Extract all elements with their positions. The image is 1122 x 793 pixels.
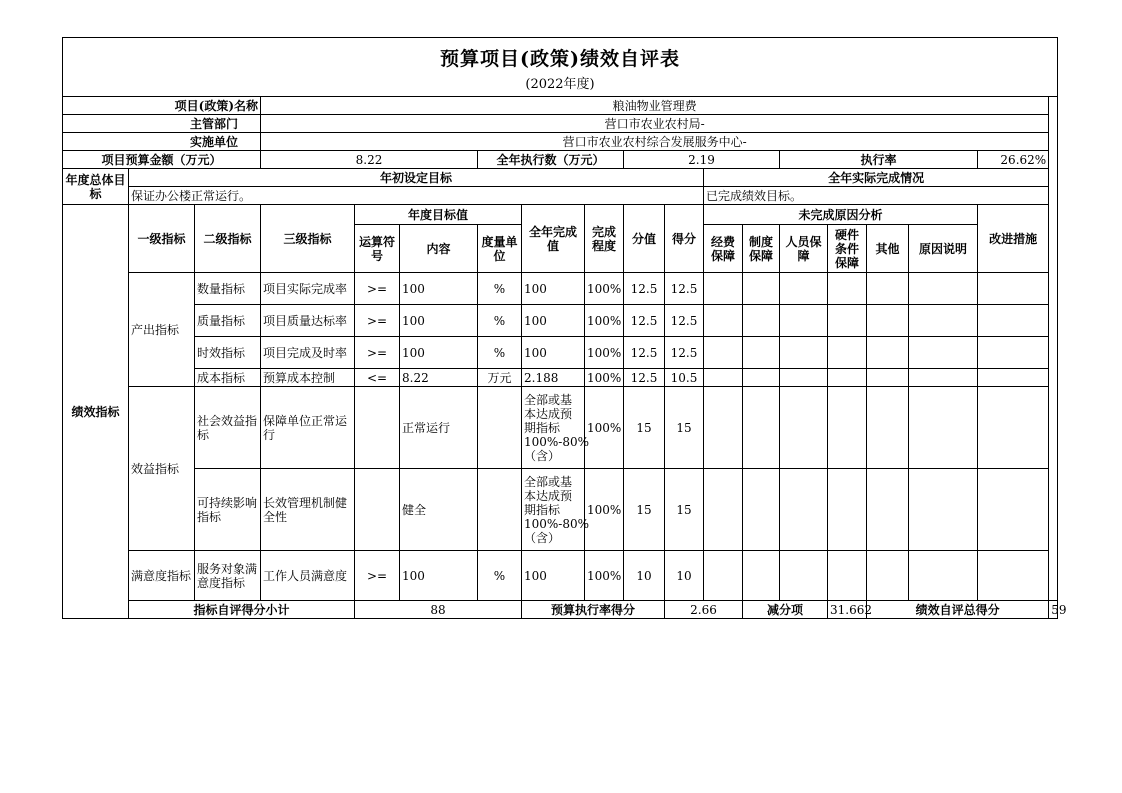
row-l3: 项目质量达标率 xyxy=(261,305,355,337)
header-score-value: 分值 xyxy=(624,205,665,273)
row-actual: 100 xyxy=(522,305,585,337)
row-op: <= xyxy=(355,369,400,387)
indicator-header-row-1 xyxy=(63,205,1058,225)
project-name-row xyxy=(63,97,1058,115)
group-output: 产出指标 xyxy=(129,273,195,387)
header-r-hardware: 硬件条件保障 xyxy=(828,225,867,273)
row-value: 12.5 xyxy=(624,337,665,369)
header-score: 得分 xyxy=(665,205,704,273)
row-degree: 100% xyxy=(585,551,624,601)
row-degree: 100% xyxy=(585,469,624,551)
row-degree: 100% xyxy=(585,273,624,305)
row-unit: 万元 xyxy=(478,369,522,387)
budget-label: 项目预算金额（万元） xyxy=(63,151,261,169)
row-score: 10 xyxy=(665,551,704,601)
row-value: 15 xyxy=(624,469,665,551)
row-degree: 100% xyxy=(585,369,624,387)
evaluation-sheet xyxy=(62,37,1067,619)
goal-set-header: 年初设定目标 xyxy=(129,169,704,187)
total-label: 绩效自评总得分 xyxy=(867,601,1049,619)
row-actual: 全部或基本达成预期指标100%-80%（含） xyxy=(522,387,585,469)
row-degree: 100% xyxy=(585,387,624,469)
header-target: 年度目标值 xyxy=(355,205,522,225)
row-actual: 100 xyxy=(522,273,585,305)
goal-actual-header: 全年实际完成情况 xyxy=(704,169,1049,187)
row-content: 100 xyxy=(400,305,478,337)
row-content: 100 xyxy=(400,273,478,305)
total-value: 59 xyxy=(1049,601,1058,619)
row-op: >= xyxy=(355,551,400,601)
row-value: 15 xyxy=(624,387,665,469)
row-l3: 保障单位正常运行 xyxy=(261,387,355,469)
row-degree: 100% xyxy=(585,305,624,337)
row-content: 100 xyxy=(400,337,478,369)
row-actual: 100 xyxy=(522,551,585,601)
header-l3: 三级指标 xyxy=(261,205,355,273)
deduct-value: 31.662 xyxy=(828,601,867,619)
header-degree: 完成程度 xyxy=(585,205,624,273)
row-value: 12.5 xyxy=(624,369,665,387)
header-l1: 一级指标 xyxy=(129,205,195,273)
budget-score-value: 2.66 xyxy=(665,601,743,619)
project-name-value: 粮油物业管理费 xyxy=(261,97,1049,115)
row-score: 15 xyxy=(665,387,704,469)
row-unit: % xyxy=(478,337,522,369)
exec-value: 2.19 xyxy=(624,151,780,169)
project-name-label: 项目(政策)名称 xyxy=(63,97,261,115)
page-subtitle: (2022年度) xyxy=(525,77,595,92)
exec-label: 全年执行数（万元） xyxy=(478,151,624,169)
goal-set-text: 保证办公楼正常运行。 xyxy=(129,187,704,205)
table-row xyxy=(63,273,1058,305)
row-l3: 预算成本控制 xyxy=(261,369,355,387)
header-reason: 未完成原因分析 xyxy=(704,205,978,225)
goal-header-row xyxy=(63,169,1058,187)
table-row xyxy=(63,369,1058,387)
deduct-label: 减分项 xyxy=(743,601,828,619)
row-content: 健全 xyxy=(400,469,478,551)
row-op xyxy=(355,387,400,469)
dept-row xyxy=(63,115,1058,133)
header-op: 运算符号 xyxy=(355,225,400,273)
row-value: 10 xyxy=(624,551,665,601)
row-l2: 数量指标 xyxy=(195,273,261,305)
goal-actual-text: 已完成绩效目标。 xyxy=(704,187,1049,205)
row-op xyxy=(355,469,400,551)
dept-label: 主管部门 xyxy=(63,115,261,133)
rate-label: 执行率 xyxy=(780,151,978,169)
row-score: 10.5 xyxy=(665,369,704,387)
row-l2: 社会效益指标 xyxy=(195,387,261,469)
unit-row xyxy=(63,133,1058,151)
subtotal-value: 88 xyxy=(355,601,522,619)
row-unit xyxy=(478,387,522,469)
table-row xyxy=(63,305,1058,337)
subtotal-label: 指标自评得分小计 xyxy=(129,601,355,619)
unit-value: 营口市农业农村综合发展服务中心- xyxy=(261,133,1049,151)
header-unit: 度量单位 xyxy=(478,225,522,273)
row-l3: 长效管理机制健全性 xyxy=(261,469,355,551)
row-l2: 成本指标 xyxy=(195,369,261,387)
row-l2: 质量指标 xyxy=(195,305,261,337)
row-score: 15 xyxy=(665,469,704,551)
row-score: 12.5 xyxy=(665,337,704,369)
row-content: 100 xyxy=(400,551,478,601)
row-l3: 工作人员满意度 xyxy=(261,551,355,601)
goal-label: 年度总体目标 xyxy=(63,169,129,205)
title-box xyxy=(62,37,1058,96)
row-actual: 2.188 xyxy=(522,369,585,387)
row-l2: 时效指标 xyxy=(195,337,261,369)
header-r-note: 原因说明 xyxy=(909,225,978,273)
perf-label: 绩效指标 xyxy=(63,205,129,619)
row-degree: 100% xyxy=(585,337,624,369)
header-r-fund: 经费保障 xyxy=(704,225,743,273)
row-l3: 项目完成及时率 xyxy=(261,337,355,369)
row-value: 12.5 xyxy=(624,305,665,337)
budget-value: 8.22 xyxy=(261,151,478,169)
table-row xyxy=(63,469,1058,551)
row-actual: 全部或基本达成预期指标100%-80%（含） xyxy=(522,469,585,551)
unit-label: 实施单位 xyxy=(63,133,261,151)
row-op: >= xyxy=(355,305,400,337)
group-satisfaction: 满意度指标 xyxy=(129,551,195,601)
row-unit: % xyxy=(478,305,522,337)
header-content: 内容 xyxy=(400,225,478,273)
table-row xyxy=(63,387,1058,469)
budget-row xyxy=(63,151,1058,169)
row-l2: 可持续影响指标 xyxy=(195,469,261,551)
header-l2: 二级指标 xyxy=(195,205,261,273)
row-content: 8.22 xyxy=(400,369,478,387)
row-op: >= xyxy=(355,337,400,369)
table-row xyxy=(63,337,1058,369)
page-title: 预算项目(政策)绩效自评表 xyxy=(440,48,680,70)
row-unit xyxy=(478,469,522,551)
goal-row xyxy=(63,187,1058,205)
row-l2: 服务对象满意度指标 xyxy=(195,551,261,601)
row-op: >= xyxy=(355,273,400,305)
row-unit: % xyxy=(478,551,522,601)
row-actual: 100 xyxy=(522,337,585,369)
footer-row xyxy=(63,601,1058,619)
row-l3: 项目实际完成率 xyxy=(261,273,355,305)
header-actual: 全年完成值 xyxy=(522,205,585,273)
header-r-system: 制度保障 xyxy=(743,225,780,273)
group-benefit: 效益指标 xyxy=(129,387,195,551)
header-improve: 改进措施 xyxy=(978,205,1049,273)
budget-score-label: 预算执行率得分 xyxy=(522,601,665,619)
evaluation-table xyxy=(62,96,1067,619)
row-score: 12.5 xyxy=(665,305,704,337)
rate-value: 26.62% xyxy=(978,151,1049,169)
header-r-other: 其他 xyxy=(867,225,909,273)
row-unit: % xyxy=(478,273,522,305)
header-r-staff: 人员保障 xyxy=(780,225,828,273)
row-value: 12.5 xyxy=(624,273,665,305)
table-row xyxy=(63,551,1058,601)
row-score: 12.5 xyxy=(665,273,704,305)
row-content: 正常运行 xyxy=(400,387,478,469)
dept-value: 营口市农业农村局- xyxy=(261,115,1049,133)
